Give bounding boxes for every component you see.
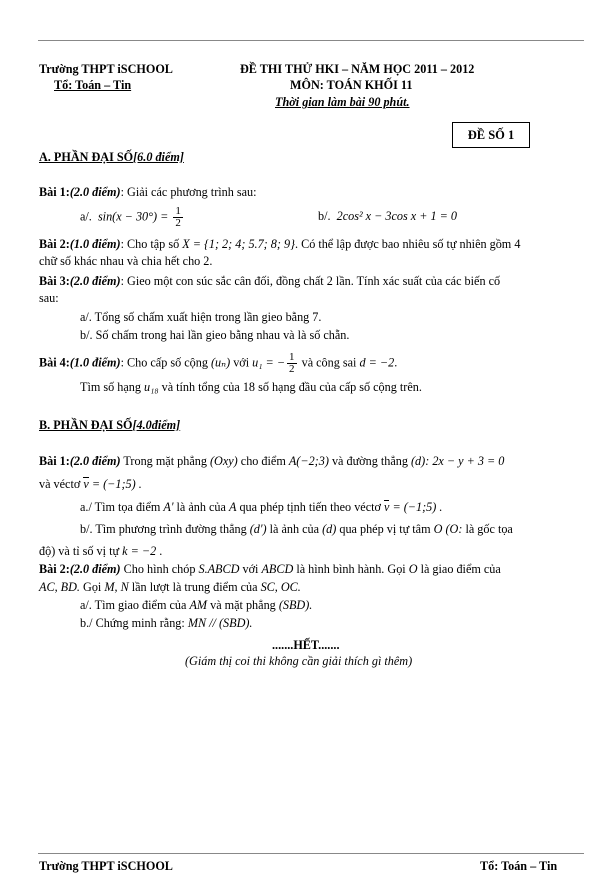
vector-v-2: v bbox=[383, 500, 390, 514]
vector-v: v bbox=[83, 477, 89, 491]
b-bai1-a: a./ Tìm tọa điểm A' là ảnh của A qua phép tịnh tiến theo véctơ v = (−1;5) . bbox=[80, 500, 443, 514]
a-bai3: Bài 3:(2.0 điểm): Gieo một con súc sắc cân đối, đồng chất 2 lần. Tính xác suất của các biến cố sau: bbox=[39, 274, 501, 305]
b-bai2-a: a/. Tìm giao điểm của AM và mặt phẳng (SBD). bbox=[80, 598, 313, 612]
b-bai2-line2: AC, BD. Gọi M, N lần lượt là trung điểm của SC, OC. bbox=[39, 580, 301, 594]
department: Tổ: Toán – Tin bbox=[54, 78, 132, 92]
b-bai1-line2: và véctơ v = (−1;5) . bbox=[39, 477, 142, 491]
b-bai2-b: b./ Chứng minh rằng: MN // (SBD). bbox=[80, 616, 253, 630]
b-bai1-b-line2: độ) và tỉ số vị tự k = −2 . bbox=[39, 544, 163, 558]
a-bai1-a: a/. sin(x − 30°) = $\frac{1}{2}$ bbox=[80, 205, 181, 229]
school-name: Trường THPT iSCHOOL bbox=[39, 62, 173, 76]
proctor-note: (Giám thị coi thi không cần giải thích gì thêm) bbox=[185, 654, 413, 668]
a-bai4: Bài 4:(1.0 điểm): Cho cấp số cộng (uₙ) với u₁ = − $\frac{1}{2}$ và công sai d = −2. bbox=[39, 351, 398, 375]
exam-title: ĐỀ THI THỬ HKI – NĂM HỌC 2011 – 2012 bbox=[240, 62, 475, 76]
a-bai3-b: b/. Số chấm trong hai lần gieo bằng nhau và là số chẵn. bbox=[80, 328, 350, 342]
section-a-title: A. PHẦN ĐẠI SỐ[6.0 điểm] bbox=[39, 150, 184, 164]
a-bai4-line2: Tìm số hạng u₁₈ và tính tổng của 18 số hạng đầu của cấp số cộng trên. bbox=[80, 380, 422, 394]
fraction-one-half: $\frac{1}{2}$ bbox=[175, 205, 181, 229]
a-bai1-b: b/. 2cos² x − 3cos x + 1 = 0 bbox=[318, 209, 458, 223]
top-rule bbox=[38, 40, 584, 41]
b-bai1: Bài 1:(2.0 điểm) Trong mặt phẳng (Oxy) cho điểm A(−2;3) và đường thẳng (d): 2x − y + 3 = 0 bbox=[39, 454, 505, 468]
fraction-u1: $\frac{1}{2}$ bbox=[289, 351, 295, 375]
b-bai2: Bài 2:(2.0 điểm) Cho hình chóp S.ABCD với ABCD là hình bình hành. Gọi O là giao điểm của bbox=[39, 562, 501, 576]
end-mark: .......HẾT....... bbox=[272, 638, 340, 652]
exam-time: Thời gian làm bài 90 phút. bbox=[275, 95, 410, 109]
footer-dept: Tổ: Toán – Tin bbox=[480, 859, 558, 873]
a-bai2: Bài 2:(1.0 điểm): Cho tập số X = {1; 2; 4; 5.7; 8; 9}. Có thể lập được bao nhiêu số tự nhiên gồm 4 chữ số khác nhau và chia hết cho 2. bbox=[39, 237, 521, 268]
section-b-title: B. PHẦN ĐẠI SỐ[4.0điểm] bbox=[39, 418, 181, 432]
a-bai1: Bài 1:(2.0 điểm): Giải các phương trình sau: bbox=[39, 185, 257, 199]
subject: MÔN: TOÁN KHỐI 11 bbox=[290, 78, 413, 92]
a-bai3-a: a/. Tổng số chấm xuất hiện trong lần gieo bằng 7. bbox=[80, 310, 322, 324]
bottom-rule bbox=[38, 853, 584, 854]
b-bai1-b: b/. Tìm phương trình đường thẳng (d') là ảnh của (d) qua phép vị tự tâm O (O: là gốc tọa bbox=[80, 522, 513, 536]
exam-code-box: ĐỀ SỐ 1 bbox=[452, 122, 530, 148]
footer-school: Trường THPT iSCHOOL bbox=[39, 859, 173, 873]
